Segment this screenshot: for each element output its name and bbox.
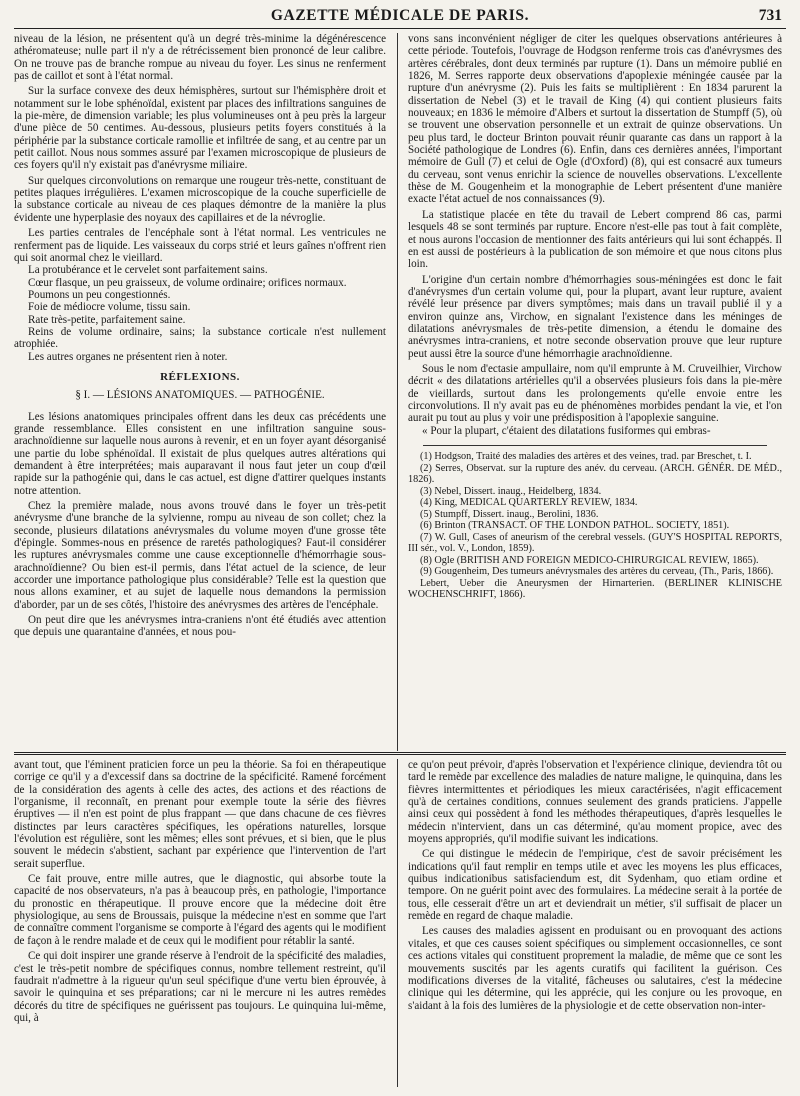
paragraph: Sur la surface convexe des deux hémisphères, surtout sur l'hémisphère droit et notamment sur le lobe sphénoïdal, existent par places des infiltrations sanguines de la pie-mère, de dimension variable; les plus volumineuses ont à peu près la largeur d'une pièce de 50 centimes. Au-dessous, plusieurs petits foyers constitués à la périphérie par la substance corticale ramollie et infiltrée de sang, et au centre par un petit caillot. Nous nous sommes assuré par l'examen microscopique de plusieurs de ces foyers qu'il n'y existait pas d'anévrysme miliaire. <box>14 85 386 172</box>
paragraph: ce qu'on peut prévoir, d'après l'observation et l'expérience clinique, deviendra tôt ou tard le remède par excellence des maladies de nature maligne, le quinquina, dans les fièvres intermittentes et périodiques les mieux caractérisées, n'agit efficacement qu'à de certaines conditions, connues seulement des grands praticiens. J'appelle ainsi ceux qui possèdent à fond les méthodes thérapeutiques, d'après lesquelles le médecin n'intervient, dans un cas déterminé, qu'au moment propice, avec des moyens appropriés, qu'il modifie suivant les indications. <box>408 759 782 846</box>
page-number: 731 <box>758 7 782 24</box>
paragraph: Les causes des maladies agissent en produisant ou en provoquant des actions vitales, et que ces causes soient spécifiques ou simplement occasionnelles, ce sont ces actions vitales qui constituent proprement la maladie, de même que ce sont les mouvements suscités par les agents curatifs qui facilitent la guérison. Ces modifications diverses de la vitalité, fâcheuses ou salutaires, c'est la médecine clinique qui les détermine, qui les apprécie, qui les conjure ou les provoque, en s'aidant à la fois des lumières de la physiologie et de cette observation non-inter- <box>408 925 782 1012</box>
paragraph: Ce fait prouve, entre mille autres, que le diagnostic, qui absorbe toute la capacité de nos observateurs, n'a pas à beaucoup près, en pathologie, l'importance du pronostic en thérapeutique. Il prouve encore que la médecine doit être physiologique, au sens de Broussais, puisque la médecine n'est en somme que l'art de connaître comment l'organisme se comporte à l'égard des agents qui le modifient de façon à le rendre malade et de ceux qui le modifient pour rétablir la santé. <box>14 873 386 947</box>
paragraph: On peut dire que les anévrysmes intra-craniens n'ont été étudiés avec attention que depuis une quarantaine d'années, et nous pou- <box>14 614 386 639</box>
paragraph: Cœur flasque, un peu graisseux, de volume ordinaire; orifices normaux. <box>28 276 347 289</box>
footnote: (1) Hodgson, Traité des maladies des artères et des veines, trad. par Breschet, t. I. <box>420 451 752 462</box>
paragraph: Les lésions anatomiques principales offrent dans les deux cas précédents une grande ressemblance. Elles consistent en une infiltration sanguine sous-arachnoïdienne sur laquelle nous aurons à revenir, et en un foyer ayant désorganisé une partie du lobe sphénoïdal. Il existait de plus quelques autres altérations qui demandent à être interprétées; mais auparavant il nous faut jeter un coup d'œil rapide sur la pathogénie qui, dans le cas actuel, est digne d'attirer quelques instants notre attention. <box>14 410 386 497</box>
column-divider <box>397 33 398 751</box>
paragraph: Foie de médiocre volume, tissu sain. <box>28 301 191 314</box>
footnote: (5) Stumpff, Dissert. inaug., Berolini, 1836. <box>420 508 599 520</box>
footnote: (9) Gougenheim, Des tumeurs anévrysmales des artères du cerveau, (Th., Paris, 1866). <box>420 566 774 577</box>
footnote: (6) Brinton (TRANSACT. OF THE LONDON PATHOL. SOCIETY, 1851). <box>420 520 730 531</box>
top-left-column <box>14 33 386 639</box>
paragraph: Poumons un peu congestionnés. <box>28 288 171 301</box>
paragraph: Les autres organes ne présentent rien à noter. <box>28 350 228 363</box>
section-subheading: § I. — LÉSIONS ANATOMIQUES. — PATHOGÉNIE. <box>75 389 325 402</box>
paragraph: Ce qui distingue le médecin de l'empirique, c'est de savoir précisément les indications qu'il faut remplir en temps utile et avec les moyens les plus efficaces, quibus indicationibus satisfaciendum est, dit Sydenham, quo etiam ordine et tempore. On ne guérit point avec des formulaires. La médecine serait à la portée de tous, elle cesserait d'être un art et deviendrait un métier, s'il suffisait de placer un remède en regard de chaque maladie. <box>408 848 782 923</box>
journal-title: GAZETTE MÉDICALE DE PARIS. <box>270 7 530 24</box>
paragraph: La protubérance et le cervelet sont parfaitement sains. <box>28 264 268 277</box>
page-header <box>14 4 786 28</box>
feuilleton-separator <box>14 752 786 755</box>
paragraph: Rate très-petite, parfaitement saine. <box>28 313 186 326</box>
paragraph: Reins de volume ordinaire, sains; la substance corticale n'est nullement atrophiée. <box>14 325 386 351</box>
footnote: (2) Serres, Observat. sur la rupture des anév. du cerveau. (ARCH. GÉNÉR. DE MÉD., 1826). <box>408 462 782 485</box>
paragraph: avant tout, que l'éminent praticien force un peu la théorie. Sa foi en thérapeutique corrige ce qu'il y a d'excessif dans sa doctrine de la spécificité. Ramené forcément de la considération des agents à celle des actes, des actions et des réactions de l'organisme, il reconnaît, en prenant pour exemple toute la série des fièvres éruptives — il n'en est point de plus frappant — que dans chacune de ces fièvres distinctes par leurs caractères spécifiques, les opérations naturelles, lorsque l'évolution est régulière, sont les mêmes; elles sont prévues, et si bien, que le plus souvent le médecin s'abstient, sachant par expérience que l'intervention de l'art serait superflue. <box>14 759 386 870</box>
paragraph: Sur quelques circonvolutions on remarque une rougeur très-nette, constituant de petites plaques irrégulières. L'examen microscopique de la couche superficielle de la substance corticale au niveau de ces plaques démontre de la manière la plus évidente une hyperplasie des noyaux des capillaires et de la névroglie. <box>14 174 386 224</box>
paragraph: « Pour la plupart, c'étaient des dilatations fusiformes qui embras- <box>422 424 711 437</box>
paragraph: Les parties centrales de l'encéphale sont à l'état normal. Les ventricules ne renferment pas de liquide. Les vaisseaux du corps strié et leurs gaînes n'offrent rien qui soit anormal chez le vieillard. <box>14 227 386 264</box>
column-divider <box>397 759 398 1087</box>
paragraph: vons sans inconvénient négliger de citer les quelques observations antérieures à cette période. Toutefois, l'ouvrage de Hodgson renferme trois cas d'anévrysmes des artères cérébrales, dont deux terminés par rupture (1). Dans un mémoire publié en 1826, M. Serres rapporte deux observations d'apoplexie méningée causée par la rupture d'un anévrysme (2). Puis les faits se multiplièrent : En 1834 parurent la dissertation de Nebel (3) et le travail de King (4) qui contient plusieurs faits nouveaux; en 1836 le mémoire d'Albers et surtout la dissertation de Stumpff (5), où se trouvent une observation personnelle et un extrait de quinze observations. Un peu plus tard, le docteur Brinton pouvait réunir quarante cas dans un rapport à la Société pathologique de Londres (6). Enfin, dans ces dernières années, l'important mémoire de Gull (7) et celui de Ogle (d'Oxford) (8), qui est consacré aux tumeurs du cerveau, sont venus enrichir la science de nouvelles observations. L'excellente thèse de M. Gougenheim et la monographie de Lebert présentent d'une manière exacte l'état actuel de nos connaissances (9). <box>408 33 782 206</box>
top-right-column <box>408 33 782 601</box>
paragraph: Sous le nom d'ectasie ampullaire, nom qu'il emprunte à M. Cruveilhier, Virchow décrit « des dilatations artérielles qu'il a observées plusieurs fois dans la pie-mère de vieillards, surtout dans les prolongements qu'elle envoie entre les circonvolutions. Il n'y avait pas eu de phénomènes morbides pendant la vie, et l'on aurait pu tout au plus y voir une prédisposition à l'apoplexie sanguine. <box>408 362 782 425</box>
paragraph: L'origine d'un certain nombre d'hémorrhagies sous-méningées est donc le fait d'anévrysmes d'un certain volume qui, pour la plupart, avant leur rupture, avaient révélé leur présence par divers symptômes; mais dans un travail publié il y a environ quinze ans, Virchow, en signalant l'existence dans les méninges de dilatations anévrysmales de très-petite dimension, a étendu le domaine des anévrysmes intra-craniens, et notre seconde observation prouve que leur rupture peut aussi être la source d'une hémorrhagie arachnoïdienne. <box>408 273 782 360</box>
section-heading: RÉFLEXIONS. <box>160 370 240 383</box>
footnote: (3) Nebel, Dissert. inaug., Heidelberg, 1834. <box>420 485 602 497</box>
paragraph: La statistique placée en tête du travail de Lebert comprend 86 cas, parmi lesquels 48 se sont terminés par rupture. Encore n'est-elle pas tout à fait complète, et nous aurons l'occasion de mentionner des faits antérieurs qui lui sont échappés. Il en est aussi de postérieurs à la publication de son mémoire et que nous citons plus loin. <box>408 208 782 271</box>
bottom-left-column <box>14 759 386 1024</box>
footnote-separator <box>423 445 767 446</box>
paragraph: niveau de la lésion, ne présentent qu'à un degré très-minime la dégénérescence athéromateuse; nulle part il n'y a de rétrécissement bien prononcé de leur calibre. On ne trouve pas de branche rompue au niveau du foyer. Les sinus ne renferment pas de caillot et sont à l'état normal. <box>14 33 386 83</box>
footnote: (7) W. Gull, Cases of aneurism of the cerebral vessels. (GUY'S HOSPITAL REPORTS, III sér., vol. V., London, 1859). <box>408 531 782 554</box>
header-rule <box>14 28 786 29</box>
bottom-right-column <box>408 759 782 1012</box>
footnote: (8) Ogle (BRITISH AND FOREIGN MEDICO-CHIRURGICAL REVIEW, 1865). <box>420 554 759 566</box>
paragraph: Chez la première malade, nous avons trouvé dans le foyer un très-petit anévrysme d'une branche de la sylvienne, rompu au niveau de son collet; chez la seconde, plusieurs dilatations anévrysmales du volume moyen d'une grosse tête d'épingle. Sommes-nous en présence de raretés pathologiques? Faut-il considérer les ruptures anévrysmales comme une cause exceptionnelle d'hémorrhagie sous-arachnoïdienne? Ou bien est-il permis, dans l'état actuel de la science, de leur accorder une importance pathologique plus considérable? Telle est la question que nous allons examiner, et au sujet de laquelle nous demandons la permission d'aborder, par un de ses côtés, l'histoire des anévrysmes des artères de l'encéphale. <box>14 500 386 611</box>
footnote: Lebert, Ueber die Aneurysmen der Hirnarterien. (BERLINER KLINISCHE WOCHENSCHRIFT, 1866). <box>408 577 782 600</box>
footnote: (4) King, MEDICAL QUARTERLY REVIEW, 1834. <box>420 497 638 508</box>
footnotes <box>408 451 782 601</box>
paragraph: Ce qui doit inspirer une grande réserve à l'endroit de la spécificité des maladies, c'est le très-petit nombre de spécifiques connus, nombre tellement restreint, qu'il faudrait n'admettre à la rigueur qu'un seul spécifique d'une vertu bien éprouvée, à savoir le quinquina et ses préparations; car ni le mercure ni les autres remèdes décorés du titre de spécifiques ne guérissent pas toujours. Le quinquina lui-même, qui, à <box>14 950 386 1024</box>
